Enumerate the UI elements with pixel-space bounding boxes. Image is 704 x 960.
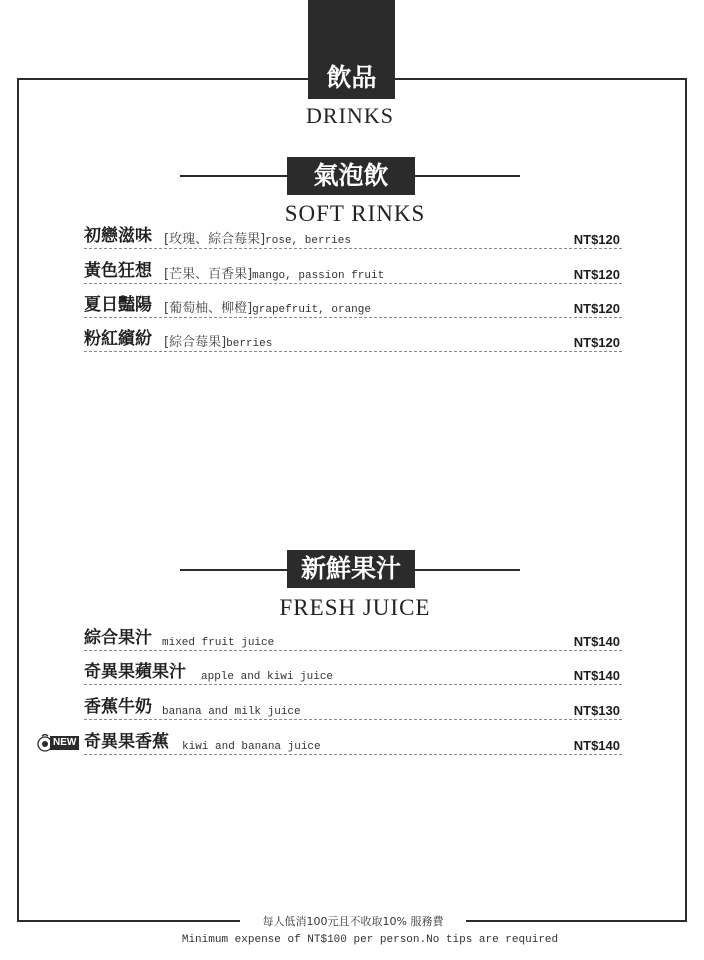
item-description: kiwi and banana juice [182,741,321,753]
section-subtitle-soft-drinks: SOFT RINKS [284,201,426,226]
list-item [84,325,622,352]
item-price: NT$140 [573,634,620,649]
item-name: 初戀滋味 [84,226,152,246]
list-item [84,693,622,720]
footer-note-en: Minimum expense of NT$100 per person.No tips are required [181,934,559,946]
item-description: [葡萄柚、柳橙]grapefruit, orange [164,301,371,316]
item-name: 香蕉牛奶 [84,697,152,717]
item-description: [綜合莓果]berries [164,335,273,350]
item-price: NT$130 [573,703,620,718]
item-name: 奇異果蘋果汁 [84,662,186,682]
item-name: 黃色狂想 [84,261,152,281]
item-price: NT$120 [573,335,620,350]
item-price: NT$120 [573,301,620,316]
list-item [84,257,622,284]
item-name: 粉紅繽紛 [84,329,152,349]
list-item [84,658,622,685]
item-description: [芒果、百香果]mango, passion fruit [164,267,385,282]
list-item [84,291,622,318]
item-name: 奇異果香蕉 [84,732,169,752]
item-name: 綜合果汁 [84,628,152,648]
section-title-soft-drinks: 氣泡飲 [287,157,415,195]
item-price: NT$140 [573,668,620,683]
page-title: 飲品 [326,63,377,92]
new-badge [36,733,82,753]
item-price: NT$140 [573,738,620,753]
item-name: 夏日豔陽 [84,295,152,315]
item-description: [玫瑰、綜合莓果]rose, berries [164,232,351,247]
section-title-fresh-juice: 新鮮果汁 [287,550,415,588]
list-item [84,222,622,249]
list-item [84,728,622,755]
item-description: banana and milk juice [162,706,301,718]
item-description: mixed fruit juice [162,637,275,649]
section-subtitle-fresh-juice: FRESH JUICE [279,595,431,620]
item-price: NT$120 [573,267,620,282]
list-item [84,624,622,651]
item-price: NT$120 [573,232,620,247]
page-subtitle: DRINKS [306,103,394,128]
footer-note-zh: 每人低消100元且不收取10% 服務費 [262,915,444,928]
item-description: apple and kiwi juice [201,671,334,683]
new-label: NEW [50,736,79,750]
